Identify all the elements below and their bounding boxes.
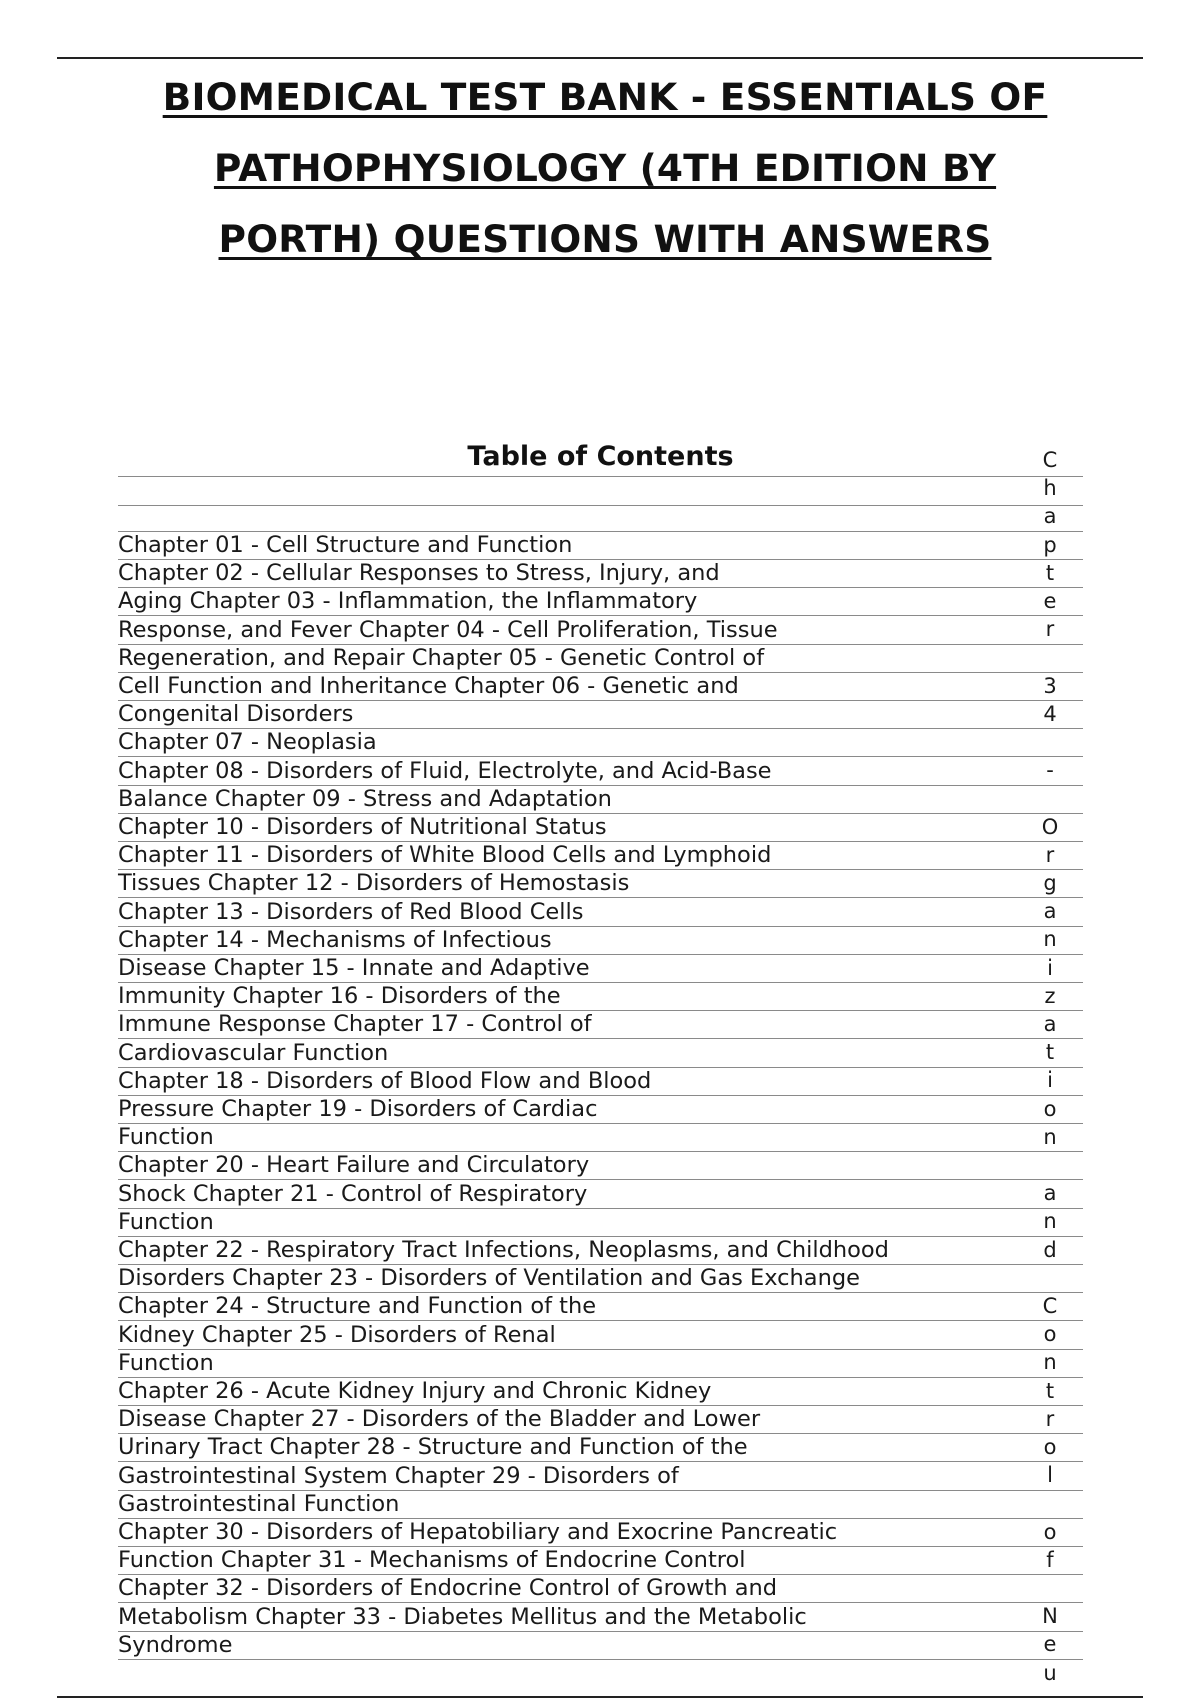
bottom-rule <box>57 1696 1143 1698</box>
toc-line: Chapter 30 - Disorders of Hepatobiliary and Exocrine Pancreatic <box>118 1519 838 1545</box>
side-char: z <box>1044 983 1056 1008</box>
toc-line: Shock Chapter 21 - Control of Respiratory <box>118 1180 588 1207</box>
toc-line: Function Chapter 31 - Mechanisms of Endocrine Control <box>118 1547 746 1574</box>
toc-line: Chapter 18 - Disorders of Blood Flow and Blood <box>118 1067 652 1094</box>
side-char: f <box>1046 1547 1054 1572</box>
side-char: a <box>1043 504 1057 529</box>
side-char: i <box>1047 1068 1053 1093</box>
title-line-3: PORTH) QUESTIONS WITH ANSWERS <box>218 217 992 261</box>
side-char: 3 <box>1043 673 1057 698</box>
toc-line: Function <box>118 1349 214 1376</box>
toc-line: Response, and Fever Chapter 04 - Cell Proliferation, Tissue <box>118 616 778 643</box>
toc-line: Immune Response Chapter 17 - Control of <box>118 1011 592 1038</box>
toc-line: Kidney Chapter 25 - Disorders of Renal <box>118 1321 556 1348</box>
side-char <box>1040 1491 1060 1515</box>
toc-line: Gastrointestinal System Chapter 29 - Disorders of <box>118 1462 679 1489</box>
toc-line: Chapter 01 - Cell Structure and Function <box>118 532 573 558</box>
side-char <box>1040 645 1060 669</box>
toc-line: Tissues Chapter 12 - Disorders of Hemostasis <box>118 870 630 897</box>
toc-line: Chapter 24 - Structure and Function of the <box>118 1293 597 1320</box>
side-char: n <box>1043 1209 1057 1234</box>
toc-line: Chapter 07 - Neoplasia <box>118 729 377 756</box>
toc-line: Chapter 02 - Cellular Responses to Stress, Injury, and <box>118 560 720 587</box>
toc-line: Chapter 11 - Disorders of White Blood Cells and Lymphoid <box>118 842 772 869</box>
toc-line: Chapter 26 - Acute Kidney Injury and Chronic Kidney <box>118 1378 712 1404</box>
toc-line: Disease Chapter 27 - Disorders of the Bladder and Lower <box>118 1406 761 1433</box>
toc-line: Gastrointestinal Function <box>118 1490 400 1517</box>
side-char: C <box>1042 1294 1058 1318</box>
side-char: e <box>1043 1632 1057 1657</box>
toc-rule-header-1 <box>118 476 1083 477</box>
side-char: t <box>1045 1040 1055 1065</box>
side-char: u <box>1043 1660 1057 1685</box>
document-title <box>110 62 1100 275</box>
side-char: o <box>1043 1322 1057 1347</box>
side-char: - <box>1046 758 1054 783</box>
side-char: t <box>1045 560 1055 585</box>
toc-rule <box>118 1208 1083 1209</box>
side-char <box>1040 1153 1060 1177</box>
toc-line: Function <box>118 1208 214 1235</box>
toc-line: Pressure Chapter 19 - Disorders of Cardiac <box>118 1096 598 1122</box>
side-char: N <box>1042 1604 1058 1629</box>
toc-line: Chapter 20 - Heart Failure and Circulatory <box>118 1152 590 1179</box>
toc-line: Function <box>118 1124 214 1151</box>
title-line-1: BIOMEDICAL TEST BANK - ESSENTIALS OF <box>162 75 1048 119</box>
toc-line: Cell Function and Inheritance Chapter 06 - Genetic and <box>118 673 739 699</box>
side-char: r <box>1045 617 1055 642</box>
title-line-2: PATHOPHYSIOLOGY (4TH EDITION BY <box>213 146 997 190</box>
toc-line: Syndrome <box>118 1631 233 1658</box>
toc-line: Chapter 22 - Respiratory Tract Infections, Neoplasms, and Childhood <box>118 1237 889 1263</box>
toc-rule <box>118 1659 1083 1660</box>
toc-heading: Table of Contents <box>467 441 734 472</box>
side-char <box>1040 1266 1060 1290</box>
toc-line: Disease Chapter 15 - Innate and Adaptive <box>118 955 590 981</box>
toc-line: Chapter 32 - Disorders of Endocrine Control of Growth and <box>118 1575 778 1602</box>
side-char: h <box>1043 476 1057 501</box>
side-char: a <box>1043 899 1057 924</box>
side-char <box>1040 730 1060 754</box>
side-char <box>1040 786 1060 810</box>
toc-line: Aging Chapter 03 - Inflammation, the Inflammatory <box>118 588 698 615</box>
side-char: o <box>1043 1519 1057 1544</box>
side-char: 4 <box>1043 701 1057 726</box>
toc-line: Cardiovascular Function <box>118 1039 389 1066</box>
toc-line: Chapter 13 - Disorders of Red Blood Cells <box>118 898 584 925</box>
side-char: n <box>1043 1350 1057 1375</box>
side-char: i <box>1047 955 1053 980</box>
side-char: o <box>1043 1096 1057 1121</box>
toc-line: Metabolism Chapter 33 - Diabetes Mellitus and the Metabolic <box>118 1603 807 1630</box>
side-char: g <box>1043 871 1057 895</box>
side-char: C <box>1042 448 1058 472</box>
side-char: a <box>1043 1012 1057 1036</box>
side-char: n <box>1043 927 1057 952</box>
toc-line: Balance Chapter 09 - Stress and Adaptation <box>118 785 612 812</box>
toc-line: Immunity Chapter 16 - Disorders of the <box>118 983 561 1010</box>
toc-line: Urinary Tract Chapter 28 - Structure and Function of the <box>118 1434 748 1461</box>
toc-rule <box>118 1631 1083 1632</box>
side-char: t <box>1045 1378 1055 1403</box>
side-char: o <box>1043 1435 1057 1459</box>
toc-line: Chapter 10 - Disorders of Nutritional Status <box>118 814 607 840</box>
toc-rule-header-2 <box>118 505 1083 506</box>
side-char <box>1040 1576 1060 1600</box>
side-char: r <box>1045 842 1055 867</box>
toc-line: Regeneration, and Repair Chapter 05 - Genetic Control of <box>118 644 765 671</box>
side-char: n <box>1043 1124 1057 1149</box>
side-char: p <box>1043 532 1057 557</box>
side-char: d <box>1043 1237 1057 1262</box>
toc-line: Congenital Disorders <box>118 701 354 728</box>
side-char: r <box>1045 1406 1055 1431</box>
toc-line: Chapter 08 - Disorders of Fluid, Electrolyte, and Acid-Base <box>118 757 772 784</box>
top-rule <box>57 57 1143 59</box>
toc-line: Chapter 14 - Mechanisms of Infectious <box>118 926 552 953</box>
side-char: e <box>1043 589 1057 613</box>
toc-rule <box>118 1123 1083 1124</box>
side-char: l <box>1047 1463 1053 1488</box>
toc-rule <box>118 1349 1083 1350</box>
toc-line: Disorders Chapter 23 - Disorders of Ventilation and Gas Exchange <box>118 1265 860 1292</box>
side-char: a <box>1043 1181 1057 1206</box>
side-char: O <box>1041 814 1059 839</box>
